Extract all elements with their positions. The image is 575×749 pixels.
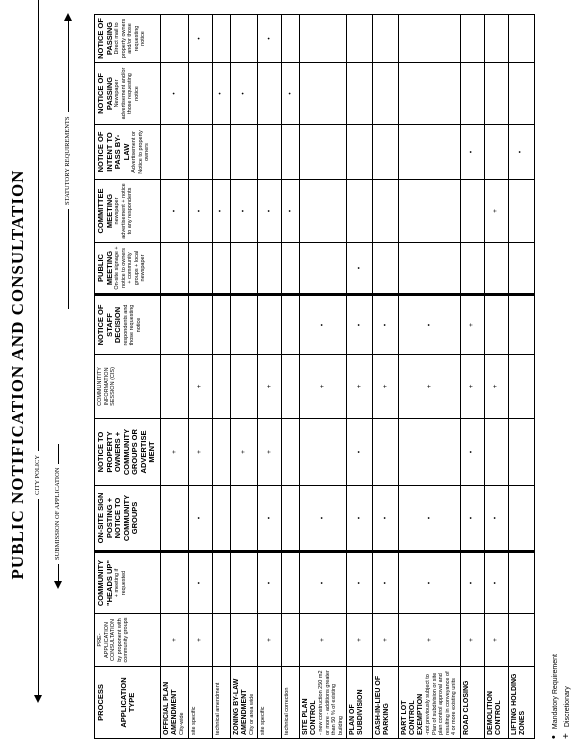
mark-cell	[508, 486, 534, 552]
bullet-icon: •	[286, 209, 294, 213]
table-body	[161, 15, 535, 739]
mark-cell	[508, 243, 534, 295]
bullet-icon: •	[425, 323, 433, 327]
arrow-left-icon	[34, 695, 42, 703]
mark-cell	[347, 419, 373, 486]
mark-cell	[300, 15, 347, 63]
header-col-5: NOTICE OF STAFF DECISION respondents and those requesting notice	[95, 295, 161, 355]
mark-cell	[300, 419, 347, 486]
mark-cell	[347, 63, 373, 125]
mark-cell	[282, 125, 300, 180]
mark-cell	[460, 125, 484, 180]
process-cell	[347, 667, 373, 739]
mark-cell	[258, 295, 282, 355]
plus-icon: +	[355, 638, 363, 642]
mark-cell	[161, 419, 189, 486]
legend-discretionary	[561, 686, 572, 739]
mark-cell	[373, 125, 399, 180]
table-row	[188, 15, 212, 739]
mark-cell	[230, 63, 258, 125]
header-application-type-label: APPLICATION TYPE	[118, 677, 136, 728]
arrow-right-icon	[64, 13, 72, 21]
bullet-icon: •	[381, 323, 389, 327]
mark-cell	[508, 295, 534, 355]
bullet-icon: •	[170, 209, 178, 213]
mark-cell	[258, 614, 282, 667]
mark-cell	[282, 295, 300, 355]
bullet-icon: •	[425, 581, 433, 585]
plus-icon: +	[319, 384, 327, 389]
mark-cell	[399, 125, 461, 180]
mark-cell	[460, 486, 484, 552]
bullet-icon: •	[170, 92, 178, 95]
mark-cell	[508, 63, 534, 125]
plus-icon: +	[265, 638, 273, 642]
mark-cell	[258, 552, 282, 614]
mark-cell	[373, 614, 399, 667]
mark-cell	[161, 63, 189, 125]
mark-cell	[161, 295, 189, 355]
process-note: site specific	[260, 706, 266, 735]
bullet-icon: •	[265, 37, 273, 40]
mark-cell	[508, 125, 534, 180]
mark-cell	[347, 614, 373, 667]
bullet-icon: •	[196, 516, 204, 520]
bullet-icon: •	[196, 581, 204, 585]
bullet-icon: •	[468, 150, 476, 154]
mark-cell	[373, 180, 399, 243]
plus-icon: +	[240, 450, 247, 454]
mark-cell	[373, 15, 399, 63]
process-cell	[258, 667, 282, 739]
mark-cell	[460, 552, 484, 614]
mark-cell	[300, 295, 347, 355]
mark-cell	[508, 552, 534, 614]
header-col-4: COMMUNITITY INFORMATION SESSION (CIS)	[95, 355, 161, 419]
table-row	[300, 15, 347, 739]
mark-cell	[300, 243, 347, 295]
mark-cell	[230, 243, 258, 295]
mark-cell	[282, 355, 300, 419]
mark-cell	[212, 295, 230, 355]
legend-mandatory-label: Mandatory Requirement	[552, 654, 559, 730]
mark-cell	[399, 614, 461, 667]
table-row	[258, 15, 282, 739]
mark-cell	[212, 180, 230, 243]
plus-icon: +	[381, 638, 389, 642]
mark-cell	[373, 295, 399, 355]
mark-cell	[399, 552, 461, 614]
process-name: PART LOT CONTROL EXEMPTION	[401, 693, 424, 735]
mark-cell	[484, 486, 508, 552]
mark-cell	[484, 295, 508, 355]
mark-cell	[399, 243, 461, 295]
plus-icon: +	[561, 733, 572, 739]
bullet-icon: •	[286, 92, 294, 95]
mark-cell	[347, 15, 373, 63]
mark-cell	[484, 552, 508, 614]
plus-icon: +	[265, 450, 273, 454]
mark-cell	[212, 419, 230, 486]
mark-cell	[460, 614, 484, 667]
mark-cell	[484, 614, 508, 667]
header-col-1: COMMUNITY "HEADS UP" + meeting if requested	[95, 552, 161, 614]
mark-cell	[212, 355, 230, 419]
mark-cell	[230, 15, 258, 63]
mark-cell	[258, 15, 282, 63]
bullet-icon: •	[355, 266, 363, 270]
mark-cell	[282, 243, 300, 295]
bullet-icon: •	[240, 92, 247, 95]
mark-cell	[212, 552, 230, 614]
header-col-10: NOTICE OF PASSING Direct mail to property owners and/or those requesting notice	[95, 15, 161, 63]
mark-cell	[230, 125, 258, 180]
mark-cell	[300, 63, 347, 125]
process-cell	[300, 667, 347, 739]
mark-cell	[282, 180, 300, 243]
process-name: OFFICIAL PLAN AMENDMENT	[163, 681, 178, 735]
arrow-left-icon	[54, 581, 62, 589]
bullet-icon: •	[517, 150, 525, 154]
bullet-icon: •	[468, 450, 476, 454]
plus-icon: +	[492, 638, 500, 642]
mark-cell	[399, 355, 461, 419]
mark-cell	[460, 243, 484, 295]
mark-cell	[508, 15, 534, 63]
plus-icon: +	[492, 209, 500, 213]
plus-icon: +	[170, 638, 178, 642]
bullet-icon: •	[425, 516, 433, 520]
bullet-icon: •	[492, 516, 500, 520]
mark-cell	[508, 355, 534, 419]
process-cell	[460, 667, 484, 739]
header-col-6: PUBLIC MEETING On-site signage + notice to owners + community groups + local newspaper	[95, 243, 161, 295]
plus-icon: +	[355, 384, 363, 389]
mark-cell	[188, 180, 212, 243]
mark-cell	[373, 419, 399, 486]
mark-cell	[399, 419, 461, 486]
process-cell	[484, 667, 508, 739]
plus-icon: +	[381, 384, 389, 389]
mark-cell	[300, 355, 347, 419]
mark-cell	[188, 15, 212, 63]
process-name: DEMOLITION CONTROL	[486, 691, 502, 735]
mark-cell	[460, 355, 484, 419]
table-row	[484, 15, 508, 739]
mark-cell	[460, 63, 484, 125]
header-col-3: NOTICE TO PROPERTY OWNERS + COMMUNITY GROUPS OR ADVERTISE MENT	[95, 419, 161, 486]
mark-cell	[212, 614, 230, 667]
process-note: -not previously subject to Plan of subdivision or site plan control approval and resulting in conveyance of 4 or more existing units	[425, 671, 457, 735]
mark-cell	[508, 419, 534, 486]
mark-cell	[484, 180, 508, 243]
mark-cell	[282, 614, 300, 667]
bullet-icon: •	[217, 92, 225, 95]
header-process-label: PROCESS	[96, 684, 105, 721]
mark-cell	[347, 180, 373, 243]
bullet-icon: •	[319, 323, 327, 327]
plus-icon: +	[468, 384, 476, 389]
mark-cell	[230, 295, 258, 355]
mark-cell	[373, 355, 399, 419]
bullet-icon: •	[492, 581, 500, 585]
process-note: City-wide	[179, 712, 185, 735]
mark-cell	[212, 125, 230, 180]
mark-cell	[282, 63, 300, 125]
mark-cell	[484, 355, 508, 419]
process-note: technical correction	[284, 687, 290, 735]
bullet-icon: •	[468, 516, 476, 520]
mark-cell	[188, 355, 212, 419]
table-row	[282, 15, 300, 739]
bullet-icon: •	[355, 581, 363, 585]
header-col-9: NOTICE OF PASSING Newspaper advertisement and/or those requesting notice	[95, 63, 161, 125]
bullet-icon: •	[196, 37, 204, 40]
mark-cell	[230, 486, 258, 552]
city-policy-line	[38, 0, 39, 699]
process-name: ZONING BY-LAW AMENDMENT	[232, 678, 248, 735]
header-row	[95, 15, 161, 739]
mark-cell	[399, 486, 461, 552]
mark-cell	[161, 614, 189, 667]
process-cell	[230, 667, 258, 739]
bullet-icon: •	[355, 516, 363, 520]
mark-cell	[188, 486, 212, 552]
table-row	[508, 15, 534, 739]
mark-cell	[484, 63, 508, 125]
process-cell	[188, 667, 212, 739]
bullet-icon: •	[217, 209, 225, 213]
mark-cell	[282, 486, 300, 552]
bullet-icon: •	[355, 450, 363, 454]
document-title: PUBLIC NOTIFICATION AND CONSULTATION	[8, 169, 27, 580]
mark-cell	[373, 486, 399, 552]
mark-cell	[300, 552, 347, 614]
mark-cell	[484, 15, 508, 63]
bullet-icon: •	[265, 516, 273, 520]
header-col-8: NOTICE OF INTENT TO PASS BY-LAW Advertisement or Notice to property owners	[95, 125, 161, 180]
mark-cell	[258, 419, 282, 486]
mark-cell	[161, 125, 189, 180]
mark-cell	[230, 614, 258, 667]
plus-icon: +	[196, 450, 204, 454]
process-name: PLAN OF SUBDIVISION	[349, 689, 364, 735]
mark-cell	[258, 243, 282, 295]
plus-icon: +	[196, 384, 204, 389]
header-process	[95, 667, 161, 739]
legend-mandatory	[548, 654, 560, 739]
mark-cell	[230, 419, 258, 486]
process-name: ROAD CLOSING	[462, 680, 470, 735]
city-policy-label: CITY POLICY	[34, 451, 41, 499]
mark-cell	[161, 355, 189, 419]
process-cell	[508, 667, 534, 739]
mark-cell	[212, 15, 230, 63]
mark-cell	[258, 180, 282, 243]
mark-cell	[347, 243, 373, 295]
plus-icon: +	[425, 638, 433, 642]
mark-cell	[188, 295, 212, 355]
process-name: CASH-IN-LIEU OF PARKING	[375, 675, 390, 735]
plus-icon: +	[265, 384, 273, 389]
mark-cell	[399, 15, 461, 63]
mark-cell	[212, 243, 230, 295]
mark-cell	[230, 552, 258, 614]
mark-cell	[399, 180, 461, 243]
process-note: technical amendment	[214, 682, 221, 735]
plus-icon: +	[170, 450, 178, 454]
plus-icon: +	[425, 384, 433, 389]
process-cell	[161, 667, 189, 739]
mark-cell	[347, 486, 373, 552]
bullet-icon: •	[265, 209, 273, 213]
mark-cell	[188, 243, 212, 295]
bullet-icon: •	[381, 581, 389, 585]
plus-icon: +	[468, 638, 476, 642]
mark-cell	[460, 180, 484, 243]
bullet-icon: •	[319, 581, 327, 585]
mark-cell	[399, 295, 461, 355]
mark-cell	[373, 552, 399, 614]
bullet-icon: •	[240, 209, 247, 213]
process-name: SITE PLAN CONTROL	[302, 698, 317, 735]
table-row	[347, 15, 373, 739]
mark-cell	[188, 419, 212, 486]
mark-cell	[230, 180, 258, 243]
process-cell	[212, 667, 230, 739]
mark-cell	[484, 419, 508, 486]
mark-cell	[188, 125, 212, 180]
mark-cell	[161, 552, 189, 614]
bullet-icon: •	[355, 323, 363, 327]
plus-icon: +	[319, 638, 327, 642]
bullet-icon: •	[319, 516, 327, 520]
mark-cell	[460, 295, 484, 355]
mark-cell	[460, 419, 484, 486]
plus-icon: +	[492, 384, 500, 389]
mark-cell	[212, 63, 230, 125]
table-row	[373, 15, 399, 739]
mark-cell	[161, 243, 189, 295]
mark-cell	[161, 486, 189, 552]
mark-cell	[282, 15, 300, 63]
table-row	[460, 15, 484, 739]
mark-cell	[508, 614, 534, 667]
mark-cell	[300, 486, 347, 552]
table-row	[399, 15, 461, 739]
mark-cell	[258, 486, 282, 552]
mark-cell	[347, 295, 373, 355]
mark-cell	[399, 63, 461, 125]
mark-cell	[282, 419, 300, 486]
bullet-icon: •	[468, 581, 476, 585]
mark-cell	[484, 125, 508, 180]
bullet-icon: •	[548, 735, 560, 739]
table-row	[212, 15, 230, 739]
submission-label: SUBMISSION OF APPLICATION	[54, 464, 61, 564]
mark-cell	[161, 180, 189, 243]
mark-cell	[258, 355, 282, 419]
mark-cell	[188, 552, 212, 614]
mark-cell	[230, 355, 258, 419]
table-row	[230, 15, 258, 739]
process-name: LIFTING HOLDING ZONES	[510, 673, 526, 735]
plus-icon: +	[468, 323, 476, 327]
mark-cell	[373, 243, 399, 295]
mark-cell	[188, 63, 212, 125]
mark-cell	[282, 552, 300, 614]
header-col-7: COMMITTEE MEETING newspaper advertisement + notice to any respondents	[95, 180, 161, 243]
bullet-icon: •	[196, 209, 204, 213]
bullet-icon: •	[265, 581, 273, 585]
mark-cell	[508, 180, 534, 243]
table-row	[161, 15, 189, 739]
mark-cell	[460, 15, 484, 63]
process-note: site specific	[190, 706, 197, 735]
mark-cell	[347, 125, 373, 180]
mark-cell	[161, 15, 189, 63]
mark-cell	[300, 614, 347, 667]
mark-cell	[212, 486, 230, 552]
process-cell	[373, 667, 399, 739]
statutory-label: STATUTORY REQUIREMENTS	[64, 113, 71, 210]
mark-cell	[373, 63, 399, 125]
legend-discretionary-label: Discretionary	[564, 686, 571, 728]
process-cell	[399, 667, 461, 739]
mark-cell	[300, 180, 347, 243]
mark-cell	[258, 125, 282, 180]
process-note: - new construction 250 m2 or more - additions greater than 50 % of existing building	[318, 670, 344, 735]
mark-cell	[188, 614, 212, 667]
header-col-2: ON-SITE SIGN POSTING + NOTICE TO COMMUNITY GROUPS	[95, 486, 161, 552]
mark-cell	[258, 63, 282, 125]
process-note: City or area wide	[248, 693, 255, 735]
plus-icon: +	[196, 638, 204, 642]
mark-cell	[300, 125, 347, 180]
mark-cell	[347, 355, 373, 419]
process-cell	[282, 667, 300, 739]
notification-table	[94, 14, 535, 739]
bullet-icon: •	[381, 516, 389, 520]
header-col-0: PRE-APPLICATION CONSULTATION by proponent with community groups	[95, 614, 161, 667]
mark-cell	[347, 552, 373, 614]
mark-cell	[484, 243, 508, 295]
